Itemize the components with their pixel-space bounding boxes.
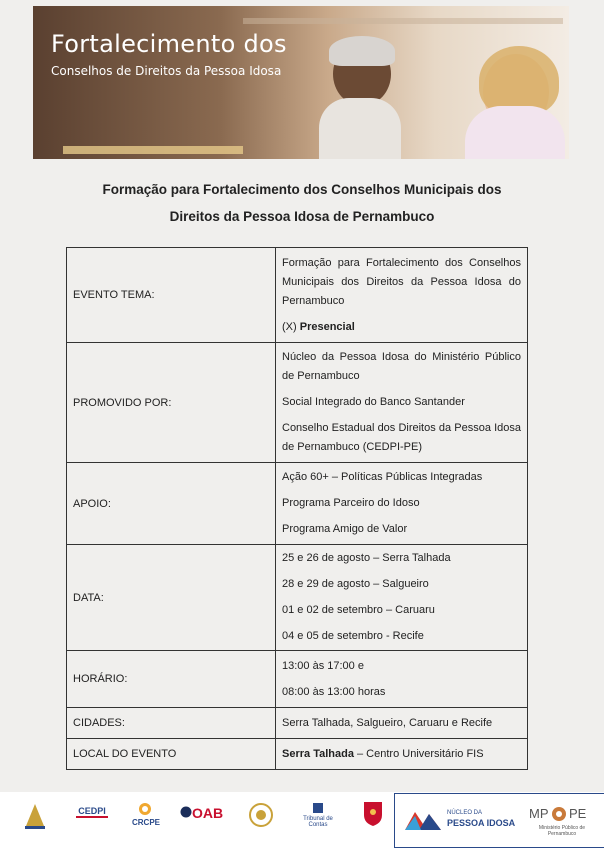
nucleo-mppe-box [394,793,604,848]
event-info-table [66,247,528,770]
crcpe-logo-icon [137,802,153,816]
shelf-decoration [243,18,563,24]
crcpe-logo: CRCPE [132,818,161,827]
label-cidades: CIDADES: [67,708,276,739]
data-item: 04 e 05 de setembro - Recife [282,630,424,642]
evento-tema-text: Formação para Fortalecimento dos Conselhos Municipais dos Direitos da Pessoa Idosa do Pernambuco [282,256,521,307]
value-promovido [276,343,528,463]
value-local [276,739,528,770]
elderly-man-hair [329,36,395,66]
value-data [276,545,528,651]
evento-mode-value: Presencial [299,320,355,333]
table-row [67,343,528,463]
value-apoio [276,463,528,545]
banner-title: Fortalecimento dos [51,30,287,58]
apoio-item: Programa Parceiro do Idoso [282,497,420,509]
grupo-logo-icon [22,802,48,830]
elderly-man-shirt [319,98,401,159]
label-evento-tema: EVENTO TEMA: [67,248,276,343]
data-item: 25 e 26 de agosto – Serra Talhada [282,552,451,564]
apoio-item: Programa Amigo de Valor [282,523,408,535]
banner-subtitle: Conselhos de Direitos da Pessoa Idosa [51,64,282,78]
seal-icon [249,802,273,828]
table-row [67,545,528,651]
horario-item: 08:00 às 13:00 horas [282,685,386,698]
cidades-text: Serra Talhada, Salgueiro, Caruaru e Recife [282,716,493,729]
document-title-line1: Formação para Fortalecimento dos Conselhos Municipais dos [102,182,502,197]
shield-icon [363,801,383,827]
label-promovido: PROMOVIDO POR: [67,343,276,463]
shelf-decoration [63,146,243,154]
evento-mode [282,318,521,337]
local-venue: – Centro Universitário FIS [353,747,484,760]
mppe-emblem-icon [551,806,567,822]
table-row [67,708,528,739]
cedpi-logo: CEDPI [76,806,108,818]
oab-logo-icon [180,806,192,818]
promovido-item: Núcleo da Pessoa Idosa do Ministério Público de Pernambuco [282,351,521,382]
mppe-right: PE [569,806,587,821]
mppe-subtitle: Ministério Público de Pernambuco [538,825,586,837]
label-horario: HORÁRIO: [67,651,276,708]
promovido-item: Social Integrado do Banco Santander [282,396,465,408]
label-local: LOCAL DO EVENTO [67,739,276,770]
nucleo-line1: NÚCLEO DA [447,810,483,816]
woman-shirt [465,106,565,159]
oab-logo: OAB [192,805,224,821]
table-row [67,248,528,343]
nucleo-line2: PESSOA IDOSA [447,818,516,828]
value-evento-tema [276,248,528,343]
mppe-left: MP [529,806,549,821]
value-horario [276,651,528,708]
apoio-item: Ação 60+ – Políticas Públicas Integradas [282,471,483,483]
evento-mode-prefix: (X) [282,320,300,333]
table-row [67,739,528,770]
label-apoio: APOIO: [67,463,276,545]
document-title-line2: Direitos da Pessoa Idosa de Pernambuco [169,209,435,224]
table-row [67,463,528,545]
data-item: 01 e 02 de setembro – Caruaru [282,604,435,616]
tribunal-icon [312,802,324,814]
value-cidades [276,708,528,739]
promovido-item: Conselho Estadual dos Direitos da Pessoa Idosa de Pernambuco (CEDPI-PE) [282,422,521,453]
local-text [282,745,521,764]
tribunal-logo: Tribunal de Contas [303,816,333,828]
horario-item: 13:00 às 17:00 e [282,659,364,672]
document-title [60,176,544,230]
label-data: DATA: [67,545,276,651]
table-row [67,651,528,708]
data-item: 28 e 29 de agosto – Salgueiro [282,578,429,590]
nucleo-mountains-icon [405,806,441,830]
header-banner [33,6,569,159]
local-city: Serra Talhada [282,747,354,760]
